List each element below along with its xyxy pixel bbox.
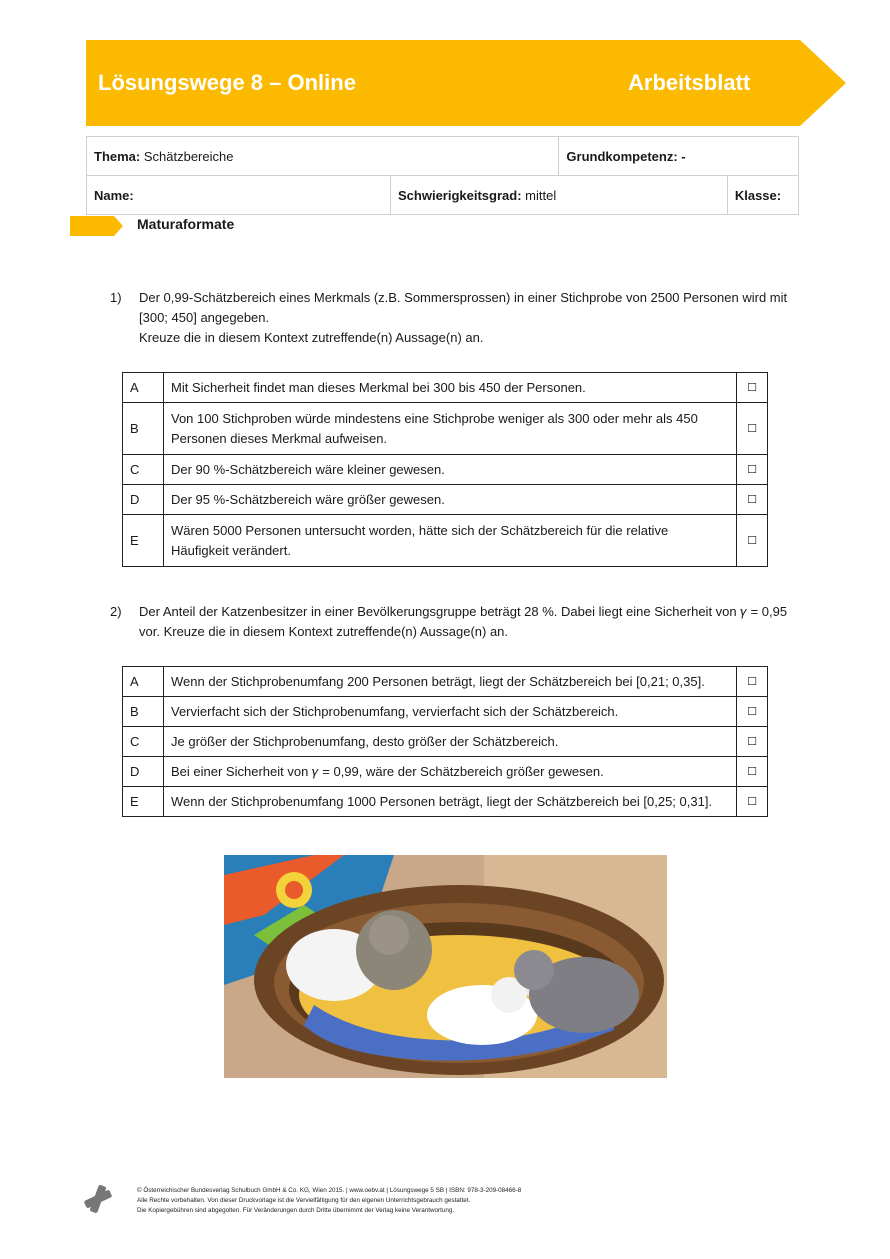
thema-value: Schätzbereiche [143,148,234,164]
question-text-line: Der Anteil der Katzenbesitzer in einer Bevölkerungsgruppe beträgt 28 %. Dabei liegt eine Sicherheit von 𝛾 = 0,95 [139,604,788,619]
option-text [164,373,737,403]
option-text-line: Häufigkeit verändert. [171,542,291,558]
klasse-label: Klasse: [734,187,782,203]
option-text-line: Der 90 %-Schätzbereich wäre kleiner gewesen. [171,461,445,477]
grundkompetenz-cell [559,137,799,176]
option-text-line: Wenn der Stichprobenumfang 1000 Personen beträgt, liegt der Schätzbereich bei [0,25; 0,31]. [171,793,713,809]
option-text [164,455,737,485]
option-checkbox[interactable]: ☐ [737,403,768,455]
option-letter: B [123,697,164,727]
header-banner [86,40,846,126]
option-letter: D [123,485,164,515]
schwierigkeit-label: Schwierigkeitsgrad: [398,187,522,203]
option-checkbox[interactable]: ☐ [737,757,768,787]
option-text-line: Bei einer Sicherheit von 𝛾 = 0,99, wäre der Schätzbereich größer gewesen. [171,763,604,779]
kittens-photo [224,855,667,1078]
option-row [123,515,768,567]
footer-line: Die Kopiergebühren sind abgegolten. Für Veränderungen durch Dritte übernimmt der Verlag keine Verantwortung. [137,1207,455,1214]
option-checkbox[interactable]: ☐ [737,667,768,697]
option-text-line: Personen dieses Merkmal aufweisen. [171,430,388,446]
option-checkbox[interactable]: ☐ [737,787,768,817]
option-row [123,667,768,697]
header-doc-type: Arbeitsblatt [628,70,751,95]
option-checkbox[interactable]: ☐ [737,455,768,485]
option-text-line: Wären 5000 Personen untersucht worden, hätte sich der Schätzbereich für die relative [171,522,669,538]
option-letter: D [123,757,164,787]
publisher-logo-icon [82,1183,114,1215]
question-text-line: Der 0,99-Schätzbereich eines Merkmals (z.B. Sommersprossen) in einer Stichprobe von 2500 Personen wird mit [139,290,788,305]
klasse-cell[interactable] [727,176,798,215]
option-row [123,727,768,757]
option-text-line: Von 100 Stichproben würde mindestens eine Stichprobe weniger als 300 oder mehr als 450 [171,410,698,426]
schwierigkeit-value: mittel [525,187,557,203]
option-checkbox[interactable]: ☐ [737,515,768,567]
thema-label: Thema: [94,148,141,164]
option-row [123,697,768,727]
schwierigkeit-cell [391,176,728,215]
option-text-line: Wenn der Stichprobenumfang 200 Personen beträgt, liegt der Schätzbereich bei [0,21; 0,35]. [171,673,705,689]
question-text [139,288,791,348]
footer-line: © Österreichischer Bundesverlag Schulbuch GmbH & Co. KG, Wien 2015. | www.oebv.at | Lösungswege 5 SB | ISBN: 978-3-209-08466-8 [137,1187,522,1194]
option-row [123,455,768,485]
question-number: 1) [110,290,122,305]
option-text [164,697,737,727]
grundkompetenz-label: Grundkompetenz: [566,148,678,164]
option-text [164,515,737,567]
grundkompetenz-value: - [681,148,686,164]
question-text-line: vor. Kreuze die in diesem Kontext zutreffende(n) Aussage(n) an. [139,624,509,639]
option-letter: A [123,667,164,697]
option-text [164,787,737,817]
name-label: Name: [94,187,134,203]
option-checkbox[interactable]: ☐ [737,373,768,403]
section-arrow-icon [70,216,124,236]
option-letter: C [123,727,164,757]
question-text [139,602,791,642]
option-text [164,667,737,697]
header-title: Lösungswege 8 – Online [98,70,356,95]
section-title: Maturaformate [137,216,235,232]
option-checkbox[interactable]: ☐ [737,485,768,515]
option-text [164,757,737,787]
question-number: 2) [110,604,122,619]
option-letter: E [123,515,164,567]
option-checkbox[interactable]: ☐ [737,727,768,757]
option-text-line: Vervierfacht sich der Stichprobenumfang, vervierfacht sich der Schätzbereich. [171,703,619,719]
name-cell[interactable] [87,176,391,215]
footer-copyright [137,1186,697,1216]
option-text [164,485,737,515]
question-2-options [122,666,768,817]
option-text-line: Der 95 %-Schätzbereich wäre größer gewesen. [171,491,445,507]
thema-cell [87,137,559,176]
option-letter: C [123,455,164,485]
option-row [123,403,768,455]
question-text-line: [300; 450] angegeben. [139,310,270,325]
option-text [164,403,737,455]
option-letter: E [123,787,164,817]
option-row [123,787,768,817]
option-checkbox[interactable]: ☐ [737,697,768,727]
option-row [123,485,768,515]
option-text [164,727,737,757]
option-letter: B [123,403,164,455]
info-table [86,136,799,215]
question-text-line: Kreuze die in diesem Kontext zutreffende(n) Aussage(n) an. [139,330,484,345]
option-letter: A [123,373,164,403]
footer-line: Alle Rechte vorbehalten. Von dieser Druckvorlage ist die Vervielfältigung für den eigenen Unterrichtsgebrauch gestattet. [137,1197,471,1204]
option-row [123,757,768,787]
question-1-options [122,372,768,567]
option-text-line: Mit Sicherheit findet man dieses Merkmal bei 300 bis 450 der Personen. [171,379,586,395]
option-text-line: Je größer der Stichprobenumfang, desto größer der Schätzbereich. [171,733,559,749]
option-row [123,373,768,403]
